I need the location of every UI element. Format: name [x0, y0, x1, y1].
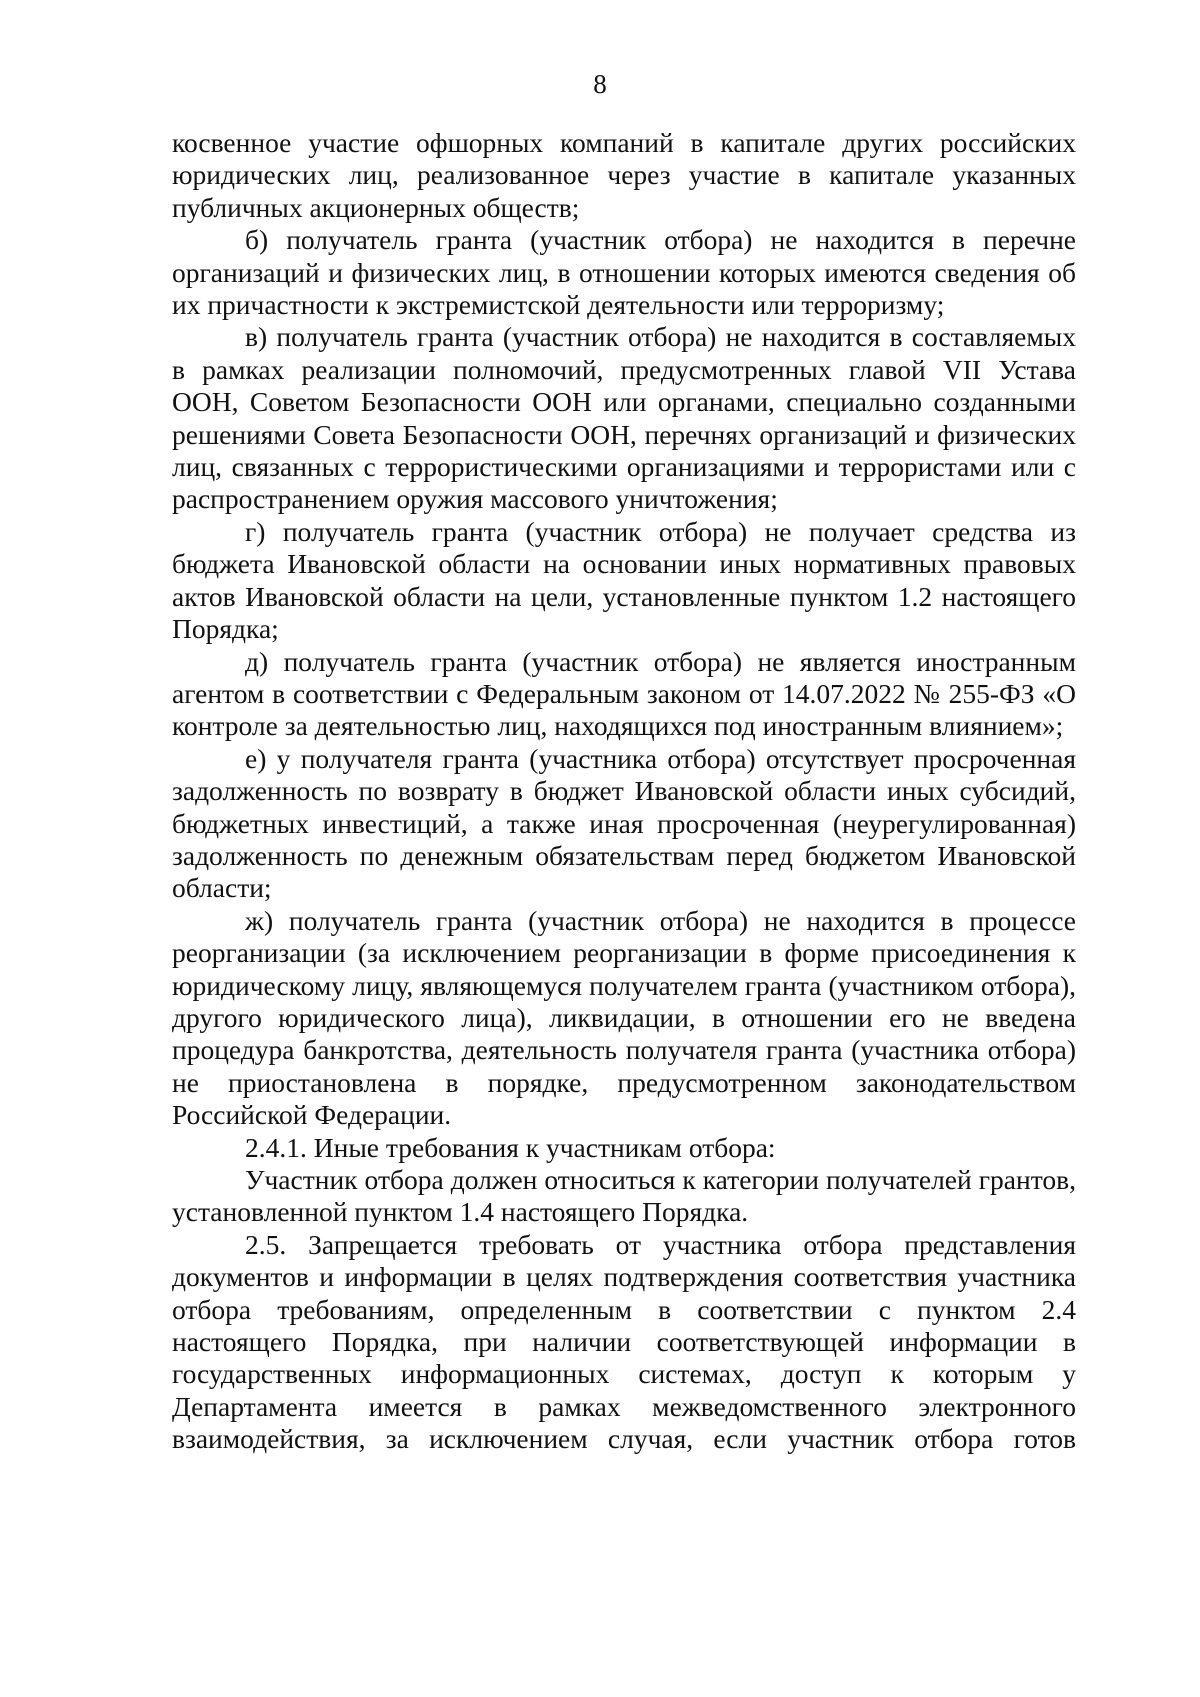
paragraph-item-zh: ж) получатель гранта (участник отбора) не находится в процессе реорганизации (за исключением реорганизации в форме присоединения к юридическому лицу, являющемуся получателем гранта (участником отбора), другого юридического лица), ликвидации, в отношении его не введена процедура банкротства, деятельность получателя гранта (участника отбора) не приостановлена в порядке, предусмотренном законодательством Российской Федерации. [172, 904, 1076, 1131]
paragraph-item-e: е) у получателя гранта (участника отбора) отсутствует просроченная задолженность по возврату в бюджет Ивановской области иных субсидий, бюджетных инвестиций, а также иная просроченная (неурегулированная) задолженность по денежным обязательствам перед бюджетом Ивановской области; [172, 742, 1076, 904]
page-number: 8 [593, 69, 607, 99]
paragraph-category-requirement: Участник отбора должен относиться к категории получателей грантов, установленной пунктом 1.4 настоящего Порядка. [172, 1164, 1076, 1228]
paragraph-item-v: в) получатель гранта (участник отбора) не находится в составляемых в рамках реализации полномочий, предусмотренных главой VII Устава ООН, Советом Безопасности ООН или органами, специально созданными решениями Совета Безопасности ООН, перечнях организаций и физических лиц, связанных с террористическими организациями и террористами или с распространением оружия массового уничтожения; [172, 321, 1076, 515]
document-body [172, 127, 1076, 1456]
paragraph-2-4-1: 2.4.1. Иные требования к участникам отбора: [245, 1131, 776, 1163]
paragraph-item-g: г) получатель гранта (участник отбора) не получает средства из бюджета Ивановской области на основании иных нормативных правовых актов Ивановской области на цели, установленные пунктом 1.2 настоящего Порядка; [172, 515, 1076, 645]
paragraph-2-5: 2.5. Запрещается требовать от участника отбора представления документов и информации в целях подтверждения соответствия участника отбора требованиям, определенным в соответствии с пунктом 2.4 настоящего Порядка, при наличии соответствующей информации в государственных информационных системах, доступ к которым у Департамента имеется в рамках межведомственного электронного взаимодействия, за исключением случая, если участник отбора готов [172, 1228, 1076, 1455]
paragraph-item-d: д) получатель гранта (участник отбора) не является иностранным агентом в соответствии с Федеральным законом от 14.07.2022 № 255-ФЗ «О контроле за деятельностью лиц, находящихся под иностранным влиянием»; [172, 645, 1076, 742]
paragraph-item-b: б) получатель гранта (участник отбора) не находится в перечне организаций и физических лиц, в отношении которых имеются сведения об их причастности к экстремистской деятельности или терроризму; [172, 224, 1076, 321]
paragraph-continuation: косвенное участие офшорных компаний в капитале других российских юридических лиц, реализованное через участие в капитале указанных публичных акционерных обществ; [172, 127, 1076, 223]
